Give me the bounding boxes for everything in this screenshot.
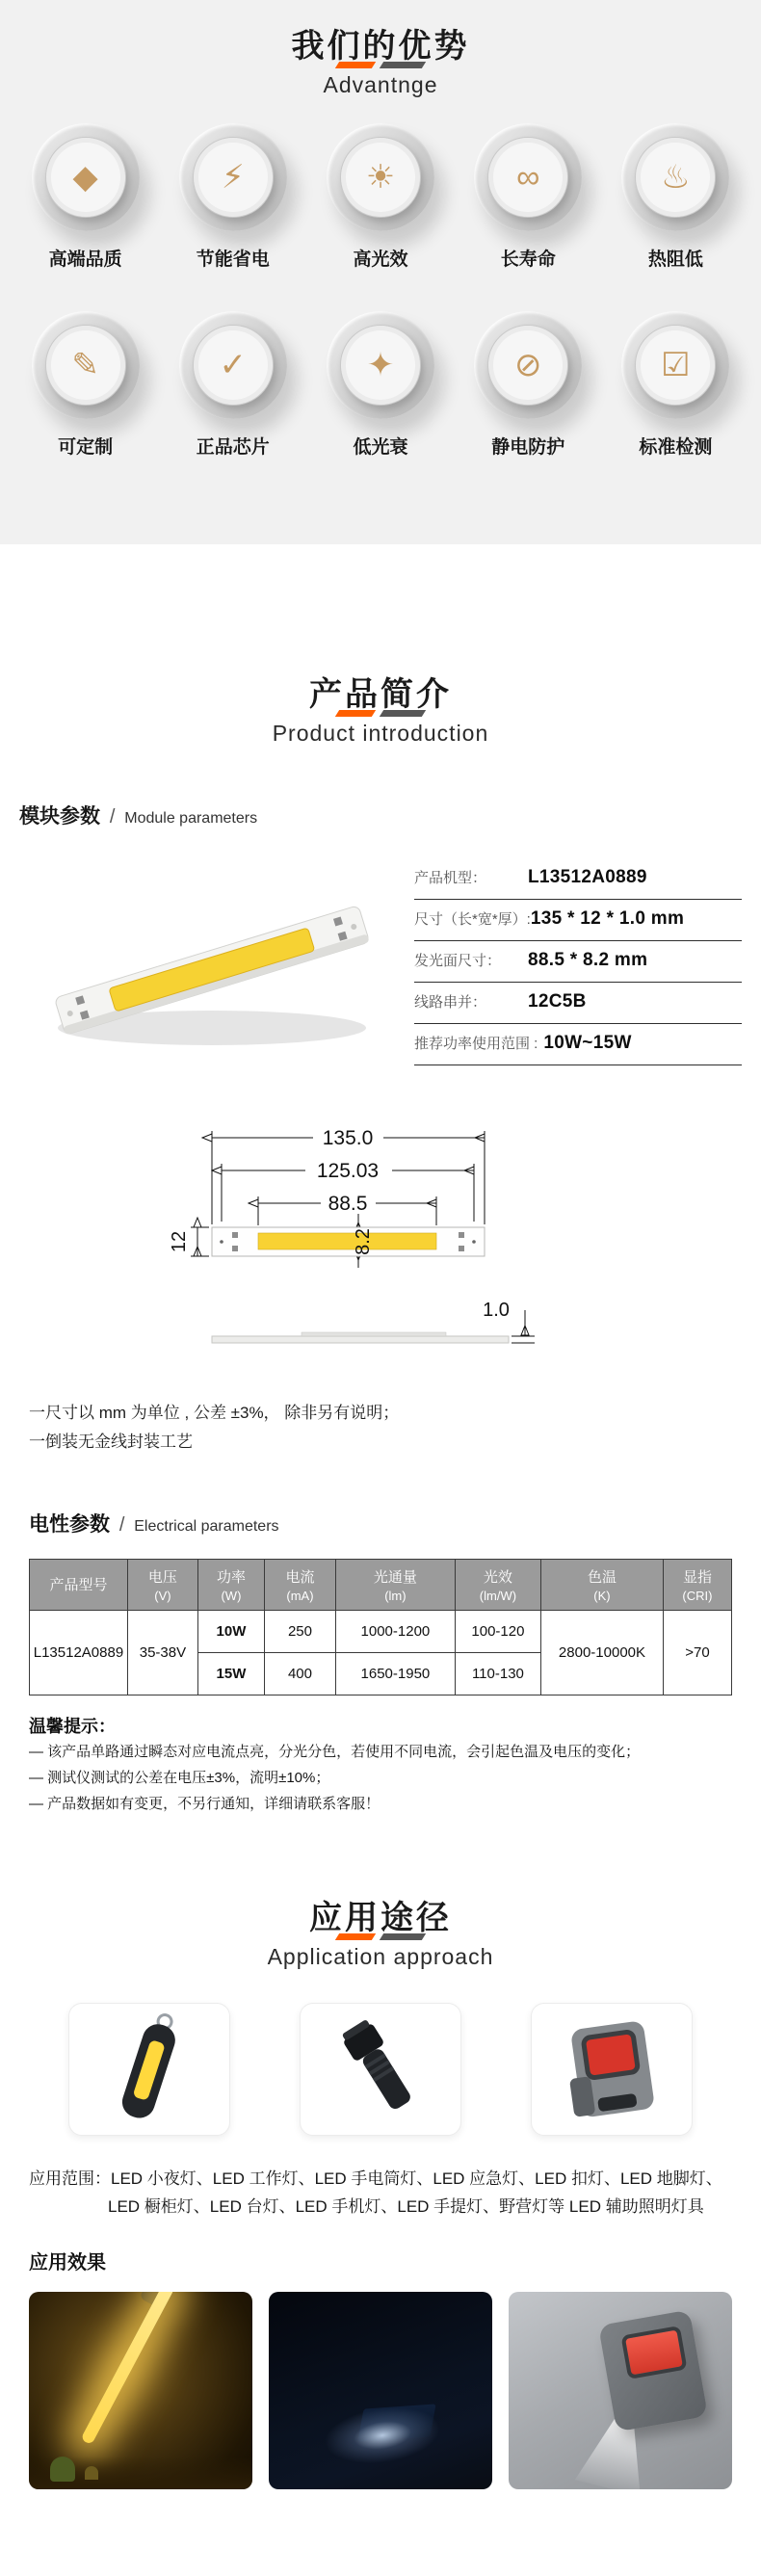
badge-inner [45,137,126,218]
dim-1-0: 1.0 [483,1300,510,1321]
advantage-label: 长寿命 [500,250,556,270]
application-cards [0,2003,761,2136]
badge-circle [327,311,434,419]
advantage-item [602,311,749,459]
effect-photo-red-worklight [509,2292,732,2489]
cell-power: 10W [197,1610,264,1652]
cob-worklight-image [77,2011,222,2127]
table-row [30,1610,732,1652]
standard-inspection-icon: ☑ [661,347,691,383]
badge-inner [635,325,716,406]
application-title: 应用途径 [309,1899,452,1936]
electrical-parameters-table [29,1559,732,1695]
spec-row [414,1024,742,1065]
spec-label: 尺寸（长*宽*厚）: [414,911,531,928]
dimension-drawing-svg [92,1114,669,1369]
badge-circle [179,311,287,419]
spec-value: L13512A0889 [528,867,647,887]
tip-line: — 测试仪测试的公差在电压±3%，流明±10%； [29,1769,330,1786]
dimension-drawing [92,1114,669,1374]
cell-model: L13512A0889 [30,1610,128,1695]
advantage-item [455,123,602,271]
electrical-parameters-heading [29,1509,761,1538]
heading-separator: / [109,806,116,828]
advantage-item [159,311,306,459]
warm-tips [29,1713,761,1816]
advantage-item [602,123,749,271]
advantages-section [0,0,761,544]
dim-12: 12 [169,1230,190,1253]
col-cct: 色温 (K) [541,1559,664,1610]
spec-row [414,941,742,983]
customize-pencil-icon: ✎ [71,347,99,383]
module-parameters-en: Module parameters [124,810,258,827]
badge-circle [327,123,434,231]
app-card-red-worklight [531,2003,693,2136]
plant-decor [50,2457,75,2482]
advantage-item [159,123,306,271]
led-light-icon: ☀ [365,159,396,196]
electrical-heading-zh: 电性参数 [29,1512,110,1536]
product-intro-section [0,544,761,2576]
badge-circle [179,123,287,231]
advantage-label: 热阻低 [647,250,703,270]
glowing-led-bar [80,2292,174,2445]
application-effect-photos [29,2292,732,2489]
module-parameters-zh: 模块参数 [19,805,100,828]
col-model: 产品型号 [30,1559,128,1610]
advantage-label: 节能省电 [196,250,270,270]
note-line: 一倒装无金线封装工艺 [29,1432,193,1451]
cell-efficacy: 100-120 [455,1610,540,1652]
spec-row [414,900,742,941]
application-effect-heading: 应用效果 [29,2252,106,2274]
badge-inner [487,137,568,218]
module-spec-list [414,854,742,1081]
advantages-subtitle: Advantnge [323,72,438,97]
col-efficacy: 光效 (lm/W) [455,1559,540,1610]
scope-text: LED 小夜灯、LED 工作灯、LED 手电筒灯、LED 应急灯、LED 扣灯、LED 地脚灯、LED 橱柜灯、LED 台灯、LED 手机灯、LED 手提灯、野营灯等 LED 辅助照明灯具 [108,2169,722,2217]
spec-row [414,983,742,1024]
energy-saving-icon: ⚡ [221,159,245,196]
advantage-label: 标准检测 [639,437,713,458]
table-header-row [30,1559,732,1610]
application-scope [29,2165,732,2222]
flashlight-image [308,2011,453,2127]
advantages-grid [0,123,761,459]
electrical-heading-en: Electrical parameters [134,1517,279,1535]
spec-row [414,858,742,900]
dim-8-2: 8.2 [353,1228,374,1255]
badge-inner [635,137,716,218]
badge-inner [193,137,274,218]
led-strip-illustration [19,854,405,1081]
tip-line: — 该产品单路通过瞬态对应电流点亮，分光分色，若使用不同电流，会引起色温及电压的变化； [29,1743,641,1760]
badge-inner [487,325,568,406]
badge-inner [193,325,274,406]
effect-photo-warm-lamp [29,2292,252,2489]
advantage-item [12,123,159,271]
spec-value: 10W~15W [543,1033,632,1053]
col-power: 功率 (W) [197,1559,264,1610]
heading-separator: / [118,1513,125,1536]
effect-photo-night-flashlight [269,2292,492,2489]
col-flux: 光通量 (lm) [336,1559,456,1610]
product-intro-title: 产品简介 [309,676,452,713]
dim-135: 135.0 [322,1127,374,1149]
cell-efficacy: 110-130 [455,1652,540,1695]
long-life-icon: ∞ [516,159,540,196]
diamond-icon: ◆ [72,159,98,196]
cell-cri: >70 [663,1610,731,1695]
badge-inner [340,325,421,406]
spec-value: 135 * 12 * 1.0 mm [530,908,685,929]
spec-value: 88.5 * 8.2 mm [528,950,648,970]
app-card-cob-worklight [68,2003,230,2136]
advantage-item [455,311,602,459]
note-line: 一尺寸以 mm 为单位 , 公差 ±3%， 除非另有说明； [29,1404,400,1422]
badge-circle [621,311,729,419]
badge-circle [621,123,729,231]
badge-inner [45,325,126,406]
spec-value: 12C5B [528,991,587,1012]
cell-current: 250 [264,1610,335,1652]
tip-line: — 产品数据如有变更，不另行通知，详细请联系客服！ [29,1795,380,1812]
advantage-item [12,311,159,459]
module-parameters-heading [19,801,761,829]
advantage-label: 高端品质 [48,250,122,270]
advantage-item [306,311,454,459]
advantage-label: 高光效 [353,250,408,270]
badge-inner [340,137,421,218]
drawing-notes [29,1399,761,1457]
cell-flux: 1000-1200 [336,1610,456,1652]
col-voltage: 电压 (V) [127,1559,197,1610]
badge-circle [474,123,582,231]
warm-tips-heading: 温馨提示： [29,1716,116,1736]
bulb-spark-icon: ✦ [366,347,395,383]
genuine-chip-shield-icon: ✓ [219,347,248,383]
cell-flux: 1650-1950 [336,1652,456,1695]
application-section [0,1816,761,1970]
cell-current: 400 [264,1652,335,1695]
spec-label: 产品机型： [414,870,487,886]
scope-label: 应用范围： [29,2169,111,2188]
advantage-label: 静电防护 [491,437,565,458]
module-product-photo [19,854,405,1081]
badge-circle [474,311,582,419]
advantage-item [306,123,454,271]
app-card-flashlight [300,2003,461,2136]
advantage-label: 正品芯片 [196,437,270,458]
dim-88: 88.5 [328,1193,368,1215]
cell-voltage: 35-38V [127,1610,197,1695]
bottom-spacer [0,2489,761,2576]
cell-cct: 2800-10000K [541,1610,664,1695]
red-worklight-image [539,2011,684,2127]
col-current: 电流 (mA) [264,1559,335,1610]
badge-circle [32,311,140,419]
product-intro-subtitle: Product introduction [272,721,489,746]
spec-label: 推荐功率使用范围 : [414,1036,538,1052]
col-cri: 显指 (CRI) [663,1559,731,1610]
advantage-label: 可定制 [58,437,114,458]
advantages-title: 我们的优势 [291,28,470,65]
badge-circle [32,123,140,231]
advantage-label: 低光衰 [353,437,408,458]
spec-label: 线路串并： [414,994,487,1011]
dim-125: 125.03 [316,1160,380,1182]
spec-label: 发光面尺寸： [414,953,502,969]
application-subtitle: Application approach [267,1943,494,1969]
cell-power: 15W [197,1652,264,1695]
thermometer-icon: ♨ [661,159,691,196]
esd-protection-icon: ⊘ [513,347,542,383]
